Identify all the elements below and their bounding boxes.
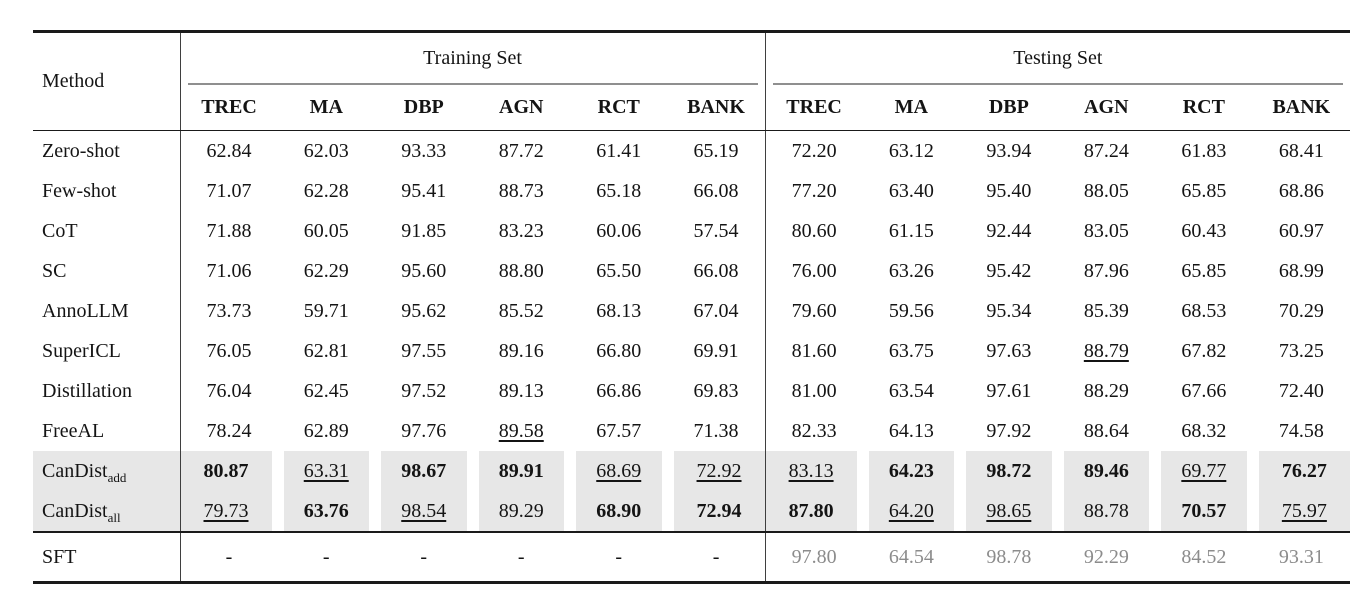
- cell-candist-all-training-dbp: 98.54: [375, 491, 473, 532]
- cell-sft-training-dbp: -: [375, 532, 473, 583]
- cell-sft-testing-trec: 97.80: [765, 532, 863, 583]
- cell-supericl-testing-ma: 63.75: [888, 339, 934, 362]
- column-header-training-agn: AGN: [473, 85, 571, 131]
- cell-distillation-training-bank: 69.83: [693, 379, 739, 402]
- cell-sft-testing-bank: 93.31: [1253, 532, 1351, 583]
- cell-distillation-testing-trec: 81.00: [765, 371, 863, 411]
- cell-candist-add-training-trec: 80.87: [180, 451, 278, 491]
- cell-distillation-testing-ma: 63.54: [888, 379, 934, 402]
- cell-supericl-testing-bank: 73.25: [1278, 339, 1324, 362]
- cell-distillation-training-agn: 89.13: [498, 379, 544, 402]
- cell-few-shot-training-bank: 66.08: [693, 179, 739, 202]
- cell-supericl-training-rct: 66.80: [596, 339, 642, 362]
- table-row-distillation: [33, 371, 1350, 411]
- column-header-testing-trec: TREC: [765, 85, 863, 131]
- training-set-header: Training Set: [180, 32, 765, 85]
- cell-candist-add-testing-bank: 76.27: [1253, 451, 1351, 491]
- cell-candist-add-training-rct: 68.69: [570, 451, 668, 491]
- cell-sc-testing-agn: 87.96: [1083, 259, 1129, 282]
- cell-sft-testing-rct: 84.52: [1155, 532, 1253, 583]
- cell-freeal-testing-trec: 82.33: [765, 411, 863, 451]
- column-header-training-rct: RCT: [570, 85, 668, 131]
- cell-candist-all-testing-ma: 64.20: [863, 491, 961, 532]
- method-label-sc: SC: [42, 259, 67, 282]
- cell-few-shot-testing-rct: 65.85: [1181, 179, 1227, 202]
- cell-sc-testing-dbp: 95.42: [986, 259, 1032, 282]
- cell-sft-training-bank: -: [668, 532, 766, 583]
- table-row-zero-shot: [33, 131, 1350, 172]
- cell-cot-training-ma: 60.05: [303, 219, 349, 242]
- cell-cot-training-dbp: 91.85: [401, 219, 447, 242]
- cell-zero-shot-training-rct: 61.41: [596, 139, 642, 162]
- cell-sc-training-bank: 66.08: [693, 259, 739, 282]
- cell-freeal-testing-ma: 64.13: [888, 419, 934, 442]
- cell-candist-add-training-agn: 89.91: [473, 451, 571, 491]
- cell-sft-training-trec: -: [180, 532, 278, 583]
- cell-sc-testing-ma: 63.26: [888, 259, 934, 282]
- cell-cot-testing-dbp: 92.44: [986, 219, 1032, 242]
- cell-sft-testing-ma: 64.54: [863, 532, 961, 583]
- cell-freeal-training-rct: 67.57: [596, 419, 642, 442]
- cell-distillation-training-ma: 62.45: [303, 379, 349, 402]
- cell-cot-testing-rct: 60.43: [1181, 219, 1227, 242]
- method-label-freeal: FreeAL: [42, 419, 105, 442]
- cell-zero-shot-training-trec: 62.84: [180, 131, 278, 172]
- dataset-header-row: [33, 85, 1350, 131]
- method-label-supericl: SuperICL: [42, 339, 121, 362]
- column-header-training-trec: TREC: [180, 85, 278, 131]
- method-subscript: add: [107, 469, 127, 485]
- group-header-row: [33, 32, 1350, 85]
- cell-zero-shot-testing-dbp: 93.94: [986, 139, 1032, 162]
- method-subscript: all: [107, 509, 121, 525]
- cell-candist-add-testing-dbp: 98.72: [960, 451, 1058, 491]
- method-label-zero-shot: Zero-shot: [42, 139, 120, 162]
- cell-few-shot-training-rct: 65.18: [596, 179, 642, 202]
- cell-cot-training-agn: 83.23: [498, 219, 544, 242]
- cell-distillation-testing-dbp: 97.61: [986, 379, 1032, 402]
- cell-freeal-testing-dbp: 97.92: [986, 419, 1032, 442]
- cell-few-shot-testing-ma: 63.40: [888, 179, 934, 202]
- cell-freeal-training-trec: 78.24: [180, 411, 278, 451]
- cell-cot-training-trec: 71.88: [180, 211, 278, 251]
- cell-distillation-training-dbp: 97.52: [401, 379, 447, 402]
- cell-zero-shot-testing-agn: 87.24: [1083, 139, 1129, 162]
- cell-candist-all-testing-trec: 87.80: [765, 491, 863, 532]
- cell-supericl-training-trec: 76.05: [180, 331, 278, 371]
- cell-supericl-training-dbp: 97.55: [401, 339, 447, 362]
- cell-few-shot-testing-bank: 68.86: [1278, 179, 1324, 202]
- cell-sc-training-rct: 65.50: [596, 259, 642, 282]
- cell-distillation-training-rct: 66.86: [596, 379, 642, 402]
- cell-zero-shot-testing-ma: 63.12: [888, 139, 934, 162]
- cell-few-shot-training-agn: 88.73: [498, 179, 544, 202]
- cell-sc-testing-trec: 76.00: [765, 251, 863, 291]
- cell-annollm-testing-trec: 79.60: [765, 291, 863, 331]
- cell-distillation-testing-bank: 72.40: [1278, 379, 1324, 402]
- cell-supericl-training-bank: 69.91: [693, 339, 739, 362]
- cell-distillation-testing-agn: 88.29: [1083, 379, 1129, 402]
- cell-candist-all-testing-rct: 70.57: [1155, 491, 1253, 532]
- cell-annollm-training-bank: 67.04: [693, 299, 739, 322]
- cell-zero-shot-training-bank: 65.19: [693, 139, 739, 162]
- cell-zero-shot-testing-rct: 61.83: [1181, 139, 1227, 162]
- cell-distillation-testing-rct: 67.66: [1181, 379, 1227, 402]
- cell-distillation-training-trec: 76.04: [180, 371, 278, 411]
- cell-cot-testing-bank: 60.97: [1278, 219, 1324, 242]
- column-header-testing-ma: MA: [863, 85, 961, 131]
- results-table: [33, 30, 1350, 584]
- cell-sft-training-agn: -: [473, 532, 571, 583]
- column-header-testing-dbp: DBP: [960, 85, 1058, 131]
- cell-annollm-training-dbp: 95.62: [401, 299, 447, 322]
- cell-sc-training-ma: 62.29: [303, 259, 349, 282]
- cell-few-shot-testing-agn: 88.05: [1083, 179, 1129, 202]
- cell-candist-add-testing-trec: 83.13: [765, 451, 863, 491]
- cell-freeal-training-bank: 71.38: [693, 419, 739, 442]
- cell-annollm-training-agn: 85.52: [498, 299, 544, 322]
- method-label-candist-add: CanDist$_{add}$: [33, 451, 180, 491]
- cell-cot-training-rct: 60.06: [596, 219, 642, 242]
- method-label-annollm: AnnoLLM: [42, 299, 129, 322]
- cell-few-shot-testing-trec: 77.20: [765, 171, 863, 211]
- cell-annollm-training-rct: 68.13: [596, 299, 642, 322]
- cell-zero-shot-training-agn: 87.72: [498, 139, 544, 162]
- method-label-cot: CoT: [42, 219, 78, 242]
- table-row-few-shot: [33, 171, 1350, 211]
- table-row-cot: [33, 211, 1350, 251]
- cell-annollm-testing-agn: 85.39: [1083, 299, 1129, 322]
- cell-sc-training-agn: 88.80: [498, 259, 544, 282]
- cell-supericl-testing-dbp: 97.63: [986, 339, 1032, 362]
- cell-candist-all-training-bank: 72.94: [668, 491, 766, 532]
- method-label-distillation: Distillation: [42, 379, 132, 402]
- table-row-candist-add: [33, 451, 1350, 491]
- cell-candist-add-testing-agn: 89.46: [1058, 451, 1156, 491]
- cell-candist-add-testing-rct: 69.77: [1155, 451, 1253, 491]
- cell-candist-add-training-bank: 72.92: [668, 451, 766, 491]
- cell-annollm-testing-bank: 70.29: [1278, 299, 1324, 322]
- cell-candist-all-testing-dbp: 98.65: [960, 491, 1058, 532]
- column-header-testing-bank: BANK: [1253, 85, 1351, 131]
- cell-candist-add-testing-ma: 64.23: [863, 451, 961, 491]
- cell-annollm-testing-ma: 59.56: [888, 299, 934, 322]
- column-header-training-dbp: DBP: [375, 85, 473, 131]
- cell-candist-add-training-ma: 63.31: [278, 451, 376, 491]
- table-row-candist-all: [33, 491, 1350, 532]
- cell-candist-all-training-rct: 68.90: [570, 491, 668, 532]
- cell-sc-training-dbp: 95.60: [401, 259, 447, 282]
- cell-candist-all-testing-bank: 75.97: [1253, 491, 1351, 532]
- cell-sc-testing-bank: 68.99: [1278, 259, 1324, 282]
- cell-cot-training-bank: 57.54: [693, 219, 739, 242]
- cell-sft-testing-dbp: 98.78: [960, 532, 1058, 583]
- cell-zero-shot-training-ma: 62.03: [303, 139, 349, 162]
- cell-candist-all-training-ma: 63.76: [278, 491, 376, 532]
- table-row-sft: [33, 532, 1350, 583]
- cell-sc-testing-rct: 65.85: [1181, 259, 1227, 282]
- cell-candist-add-training-dbp: 98.67: [375, 451, 473, 491]
- cell-sft-training-rct: -: [570, 532, 668, 583]
- column-header-testing-rct: RCT: [1155, 85, 1253, 131]
- table-row-freeal: [33, 411, 1350, 451]
- cell-sft-testing-agn: 92.29: [1058, 532, 1156, 583]
- cell-zero-shot-testing-bank: 68.41: [1278, 139, 1324, 162]
- table-row-annollm: [33, 291, 1350, 331]
- cell-cot-testing-trec: 80.60: [765, 211, 863, 251]
- cell-supericl-testing-trec: 81.60: [765, 331, 863, 371]
- method-column-header: Method: [33, 32, 180, 131]
- cell-cot-testing-ma: 61.15: [888, 219, 934, 242]
- cell-zero-shot-testing-trec: 72.20: [765, 131, 863, 172]
- cell-supericl-training-ma: 62.81: [303, 339, 349, 362]
- column-header-training-ma: MA: [278, 85, 376, 131]
- cell-freeal-testing-bank: 74.58: [1278, 419, 1324, 442]
- cell-sc-training-trec: 71.06: [180, 251, 278, 291]
- cell-few-shot-testing-dbp: 95.40: [986, 179, 1032, 202]
- method-label-few-shot: Few-shot: [42, 179, 117, 202]
- cell-sft-training-ma: -: [278, 532, 376, 583]
- cell-annollm-training-ma: 59.71: [303, 299, 349, 322]
- cell-supericl-testing-agn: 88.79: [1083, 339, 1129, 362]
- cell-freeal-testing-agn: 88.64: [1083, 419, 1129, 442]
- method-label-candist-all: CanDist$_{all}$: [33, 491, 180, 532]
- cell-few-shot-training-dbp: 95.41: [401, 179, 447, 202]
- table-row-supericl: [33, 331, 1350, 371]
- column-header-training-bank: BANK: [668, 85, 766, 131]
- cell-freeal-training-agn: 89.58: [498, 419, 544, 442]
- table-row-sc: [33, 251, 1350, 291]
- cell-few-shot-training-trec: 71.07: [180, 171, 278, 211]
- cell-supericl-training-agn: 89.16: [498, 339, 544, 362]
- testing-set-header: Testing Set: [765, 32, 1350, 85]
- cell-annollm-testing-rct: 68.53: [1181, 299, 1227, 322]
- cell-candist-all-testing-agn: 88.78: [1058, 491, 1156, 532]
- cell-freeal-training-ma: 62.89: [303, 419, 349, 442]
- cell-annollm-training-trec: 73.73: [180, 291, 278, 331]
- cell-zero-shot-training-dbp: 93.33: [401, 139, 447, 162]
- cell-annollm-testing-dbp: 95.34: [986, 299, 1032, 322]
- cell-freeal-training-dbp: 97.76: [401, 419, 447, 442]
- column-header-testing-agn: AGN: [1058, 85, 1156, 131]
- cell-cot-testing-agn: 83.05: [1083, 219, 1129, 242]
- cell-supericl-testing-rct: 67.82: [1181, 339, 1227, 362]
- cell-few-shot-training-ma: 62.28: [303, 179, 349, 202]
- cell-candist-all-training-trec: 79.73: [180, 491, 278, 532]
- cell-candist-all-training-agn: 89.29: [473, 491, 571, 532]
- method-label-sft: SFT: [33, 532, 180, 583]
- cell-freeal-testing-rct: 68.32: [1181, 419, 1227, 442]
